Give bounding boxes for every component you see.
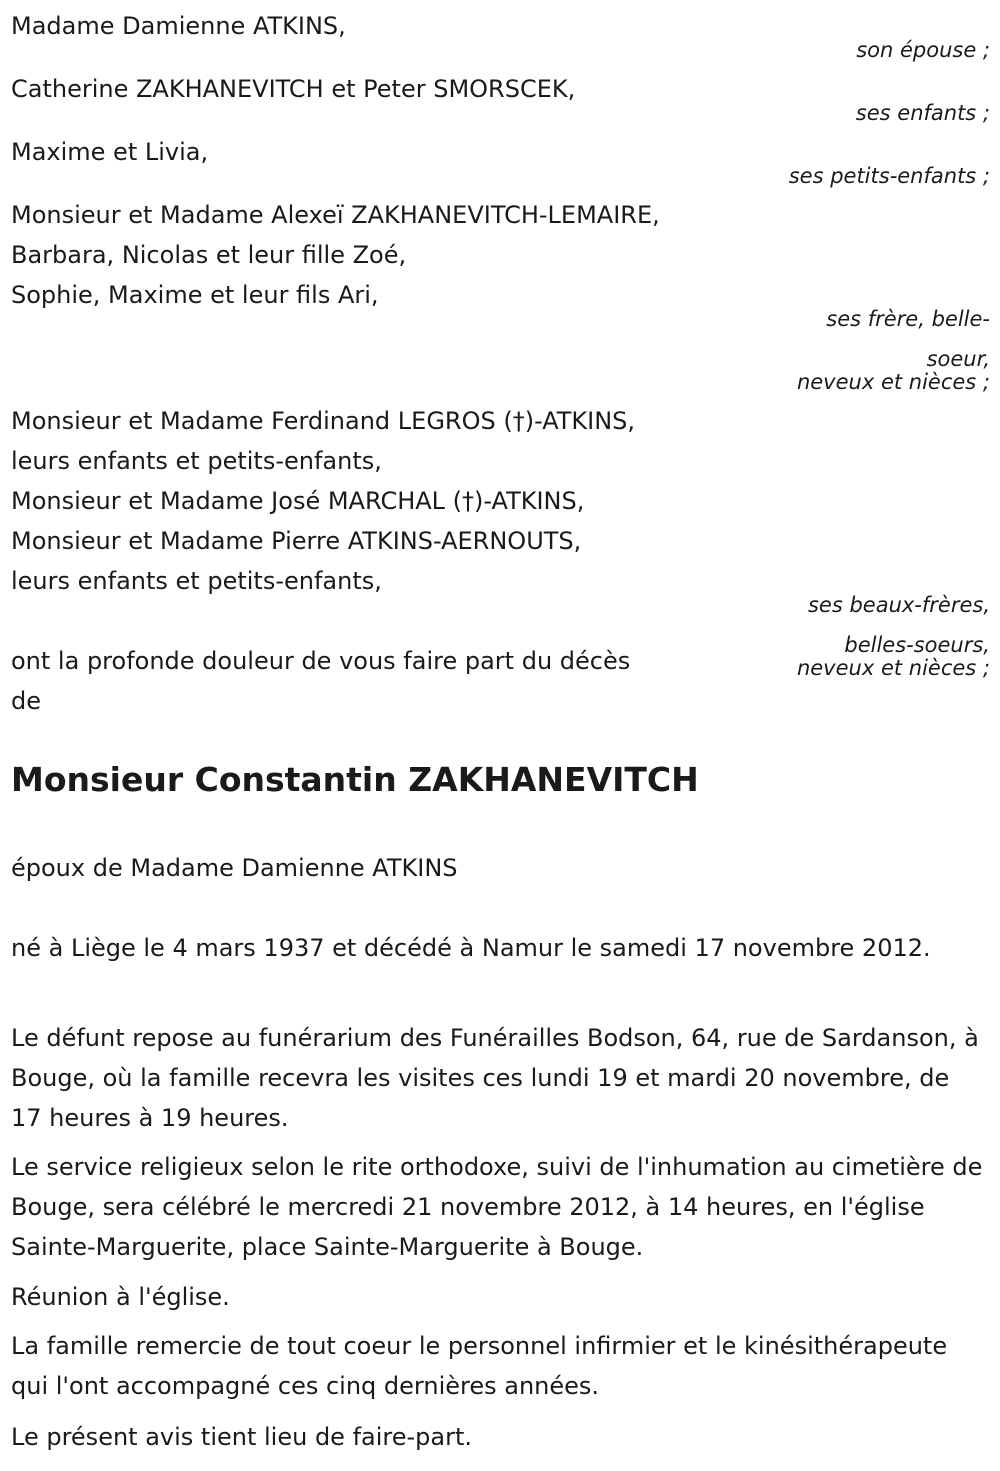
relation-label: ses enfants ;	[855, 101, 990, 125]
announcement-line: de	[11, 687, 41, 715]
relation-label: son épouse ;	[856, 38, 990, 62]
family-line: Monsieur et Madame Ferdinand LEGROS (†)-ATKINS,	[11, 407, 636, 435]
relation-label: belles-soeurs,	[844, 633, 990, 657]
relation-label: soeur,	[926, 347, 990, 371]
family-line: Barbara, Nicolas et leur fille Zoé,	[11, 241, 407, 269]
family-line: Catherine ZAKHANEVITCH et Peter SMORSCEK,	[11, 75, 576, 103]
thanks-paragraph: La famille remercie de tout coeur le personnel infirmier et le kinésithérapeute qui l'ont accompagné ces cinq dernières années.	[11, 1332, 948, 1400]
birth-death-paragraph: né à Liège le 4 mars 1937 et décédé à Namur le samedi 17 novembre 2012.	[11, 934, 931, 962]
family-line: Sophie, Maxime et leur fils Ari,	[11, 281, 379, 309]
spouse-line: époux de Madame Damienne ATKINS	[11, 854, 458, 882]
family-line: Monsieur et Madame José MARCHAL (†)-ATKINS,	[11, 487, 585, 515]
family-line: Madame Damienne ATKINS,	[11, 12, 346, 40]
deceased-name: Monsieur Constantin ZAKHANEVITCH	[11, 760, 699, 799]
religious-service-paragraph: Le service religieux selon le rite orthodoxe, suivi de l'inhumation au cimetière de Bouge, sera célébré le mercredi 21 novembre 2012, à 14 heures, en l'église Sainte-Marguerite, place Sainte-Marguerite à Bouge.	[11, 1153, 983, 1261]
notice-paragraph: Le présent avis tient lieu de faire-part.	[11, 1423, 473, 1451]
announcement-line: ont la profonde douleur de vous faire part du décès	[11, 647, 631, 675]
family-line: Monsieur et Madame Pierre ATKINS-AERNOUTS,	[11, 527, 582, 555]
relation-label: neveux et nièces ;	[796, 656, 990, 680]
relation-label: ses beaux-frères,	[807, 593, 990, 617]
family-line: Monsieur et Madame Alexeï ZAKHANEVITCH-LEMAIRE,	[11, 201, 660, 229]
relation-label: neveux et nièces ;	[796, 370, 990, 394]
funeral-home-paragraph: Le défunt repose au funérarium des Funérailles Bodson, 64, rue de Sardanson, à Bouge, où la famille recevra les visites ces lundi 19 et mardi 20 novembre, de 17 heures à 19 heures.	[11, 1024, 979, 1132]
meeting-paragraph: Réunion à l'église.	[11, 1283, 230, 1311]
relation-label: ses frère, belle-	[826, 307, 990, 331]
family-line: leurs enfants et petits-enfants,	[11, 447, 382, 475]
relation-label: ses petits-enfants ;	[788, 164, 990, 188]
family-line: Maxime et Livia,	[11, 138, 209, 166]
family-line: leurs enfants et petits-enfants,	[11, 567, 382, 595]
